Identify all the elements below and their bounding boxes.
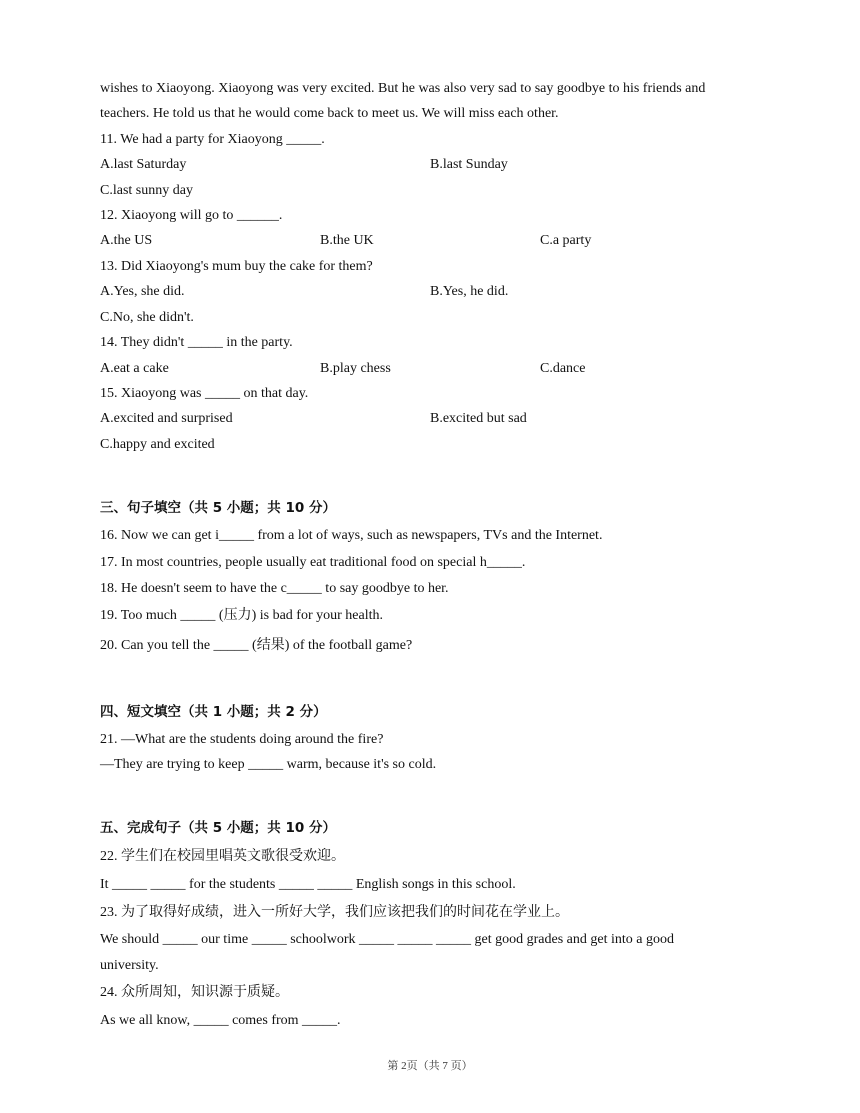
option-14a: A.eat a cake [100, 361, 169, 376]
passage-line: teachers. He told us that he would come back to meet us. We will miss each other. [100, 106, 559, 121]
option-15a: A.excited and surprised [100, 411, 233, 426]
section-heading: 四、短文填空（共 1 小题；共 2 分） [100, 704, 327, 720]
option-13c: C.No, she didn't. [100, 310, 194, 325]
question-16: 16. Now we can get i_____ from a lot of ways, such as newspapers, TVs and the Internet. [100, 528, 603, 543]
question-18: 18. He doesn't seem to have the c_____ to say goodbye to her. [100, 581, 449, 596]
question-17: 17. In most countries, people usually eat traditional food on special h_____. [100, 555, 526, 570]
question-14: 14. They didn't _____ in the party. [100, 335, 293, 350]
option-15c: C.happy and excited [100, 437, 215, 452]
option-12b: B.the UK [320, 233, 374, 248]
question-24-chinese: 24. 众所周知，知识源于质疑。 [100, 985, 289, 1000]
question-23-chinese: 23. 为了取得好成绩，进入一所好大学，我们应该把我们的时间花在学业上。 [100, 905, 569, 920]
question-15: 15. Xiaoyong was _____ on that day. [100, 386, 309, 401]
question-11: 11. We had a party for Xiaoyong _____. [100, 132, 325, 147]
question-24-english: As we all know, _____ comes from _____. [100, 1013, 341, 1028]
option-14b: B.play chess [320, 361, 391, 376]
page-footer: 第 2页（共 7 页） [387, 1060, 473, 1072]
option-15b: B.excited but sad [430, 411, 527, 426]
question-21-line: —They are trying to keep _____ warm, because it's so cold. [100, 757, 437, 772]
question-19: 19. Too much _____ (压力) is bad for your health. [100, 608, 383, 623]
question-13: 13. Did Xiaoyong's mum buy the cake for them? [100, 259, 373, 274]
option-12c: C.a party [540, 233, 592, 248]
section-heading: 三、句子填空（共 5 小题；共 10 分） [100, 500, 336, 516]
option-11c: C.last sunny day [100, 183, 193, 198]
question-22-english: It _____ _____ for the students _____ _____ English songs in this school. [100, 877, 516, 892]
option-13a: A.Yes, she did. [100, 284, 185, 299]
question-20: 20. Can you tell the _____ (结果) of the football game? [100, 638, 413, 653]
question-22-chinese: 22. 学生们在校园里唱英文歌很受欢迎。 [100, 849, 345, 864]
option-13b: B.Yes, he did. [430, 284, 509, 299]
passage-line: wishes to Xiaoyong. Xiaoyong was very excited. But he was also very sad to say goodbye to his friends and [100, 81, 706, 96]
question-12: 12. Xiaoyong will go to ______. [100, 208, 283, 223]
question-23-english-cont: university. [100, 958, 159, 973]
question-21: 21. —What are the students doing around the fire? [100, 732, 384, 747]
option-12a: A.the US [100, 233, 153, 248]
option-14c: C.dance [540, 361, 586, 376]
option-11b: B.last Sunday [430, 157, 508, 172]
section-heading: 五、完成句子（共 5 小题；共 10 分） [100, 820, 336, 836]
question-23-english: We should _____ our time _____ schoolwork _____ _____ _____ get good grades and get into a good [100, 932, 674, 947]
option-11a: A.last Saturday [100, 157, 187, 172]
